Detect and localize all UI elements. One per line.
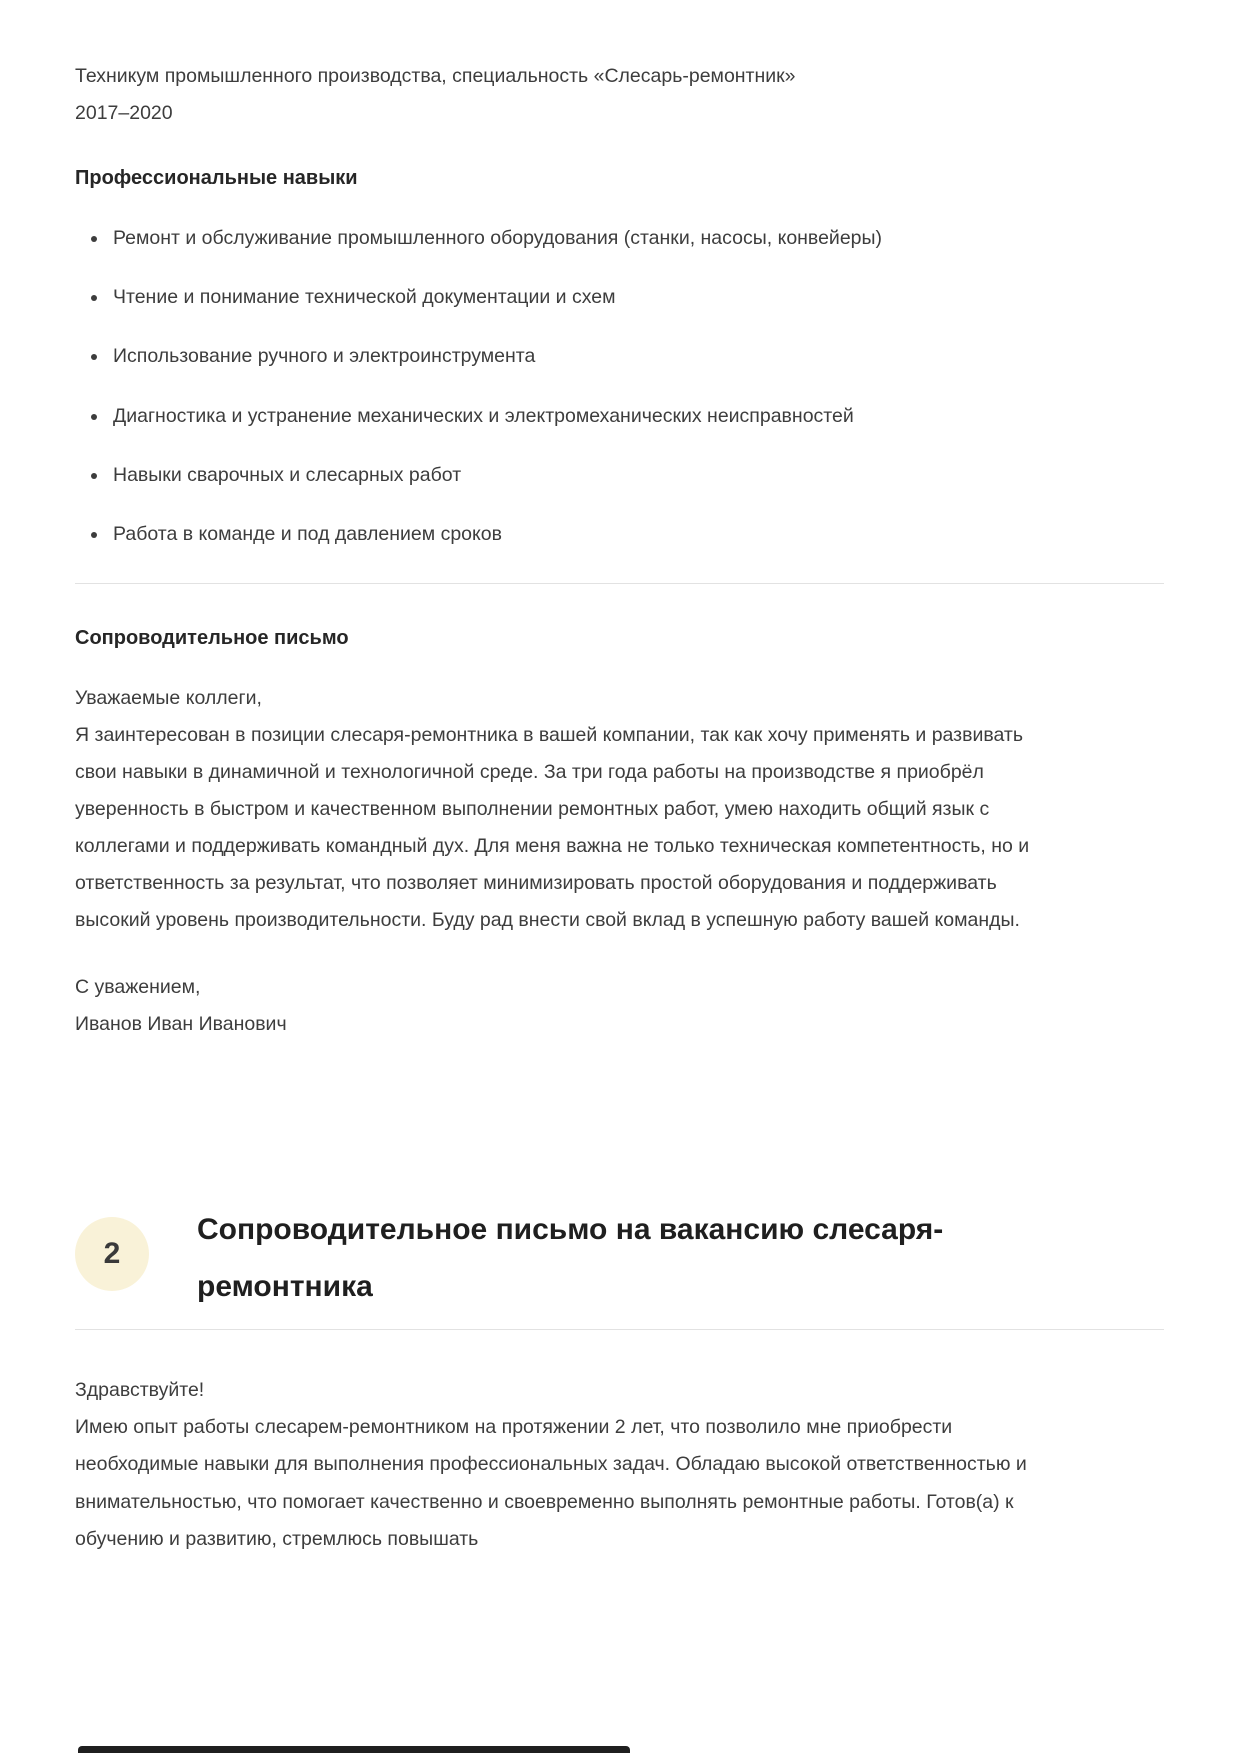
section-divider — [75, 583, 1164, 584]
section-2-divider — [75, 1329, 1164, 1330]
education-line-1: Техникум промышленного производства, специальность «Слесарь-ремонтник» — [75, 65, 796, 87]
skill-item: • Чтение и понимание технической документации и схем — [109, 281, 1164, 314]
skills-heading: Профессиональные навыки — [75, 167, 358, 190]
skills-list — [75, 222, 1164, 551]
signoff-regards: С уважением, — [75, 976, 201, 999]
cover-letter-body-text: Я заинтересован в позиции слесаря-ремонтника в вашей компании, так как хочу применять и развивать свои навыки в динамичной и технологичной среде. За три года работы на производстве я приобрёл уверенность в быстром и качественном выполнении ремонтных работ, умею находить общий язык с коллегами и поддерживать командный дух. Для меня важна не только техническая компетентность, но и ответственность за результат, что позволяет минимизировать простой оборудования и поддерживать высокий уровень производительности. Буду рад внести свой вклад в успешную работу вашей команды. — [75, 723, 1030, 932]
cover-letter-salutation: Уважаемые коллеги, — [75, 686, 262, 709]
skill-item: • Навыки сварочных и слесарных работ — [109, 459, 1164, 492]
signoff-name: Иванов Иван Иванович — [75, 1013, 287, 1036]
cutoff-element-edge — [78, 1746, 630, 1753]
skill-item: • Работа в команде и под давлением сроков — [109, 518, 1164, 551]
cover-letter-paragraph — [75, 680, 1060, 939]
section-2-paragraph — [75, 1372, 1075, 1557]
skill-item: • Диагностика и устранение механических и электромеханических неисправностей — [109, 400, 1164, 433]
section-number-badge: 2 — [75, 1217, 149, 1291]
education-block — [75, 58, 1164, 132]
section-2-title: Сопроводительное письмо на вакансию слесаря-ремонтника — [197, 1213, 944, 1304]
section-2-header — [75, 1201, 1164, 1315]
section-2-body-text: Имею опыт работы слесарем-ремонтником на протяжении 2 лет, что позволило мне приобрести необходимые навыки для выполнения профессиональных задач. Обладаю высокой ответственностью и внимательностью, что помогает качественно и своевременно выполнять ремонтные работы. Готов(а) к обучению и развитию, стремлюсь повышать — [75, 1416, 1027, 1550]
skill-item: • Использование ручного и электроинструмента — [109, 340, 1164, 373]
cover-letter-heading: Сопроводительное письмо — [75, 626, 349, 649]
signoff-block — [75, 969, 1164, 1043]
skill-item: • Ремонт и обслуживание промышленного оборудования (станки, насосы, конвейеры) — [109, 222, 1164, 255]
section-2-greeting: Здравствуйте! — [75, 1379, 205, 1402]
education-years: 2017–2020 — [75, 102, 173, 125]
